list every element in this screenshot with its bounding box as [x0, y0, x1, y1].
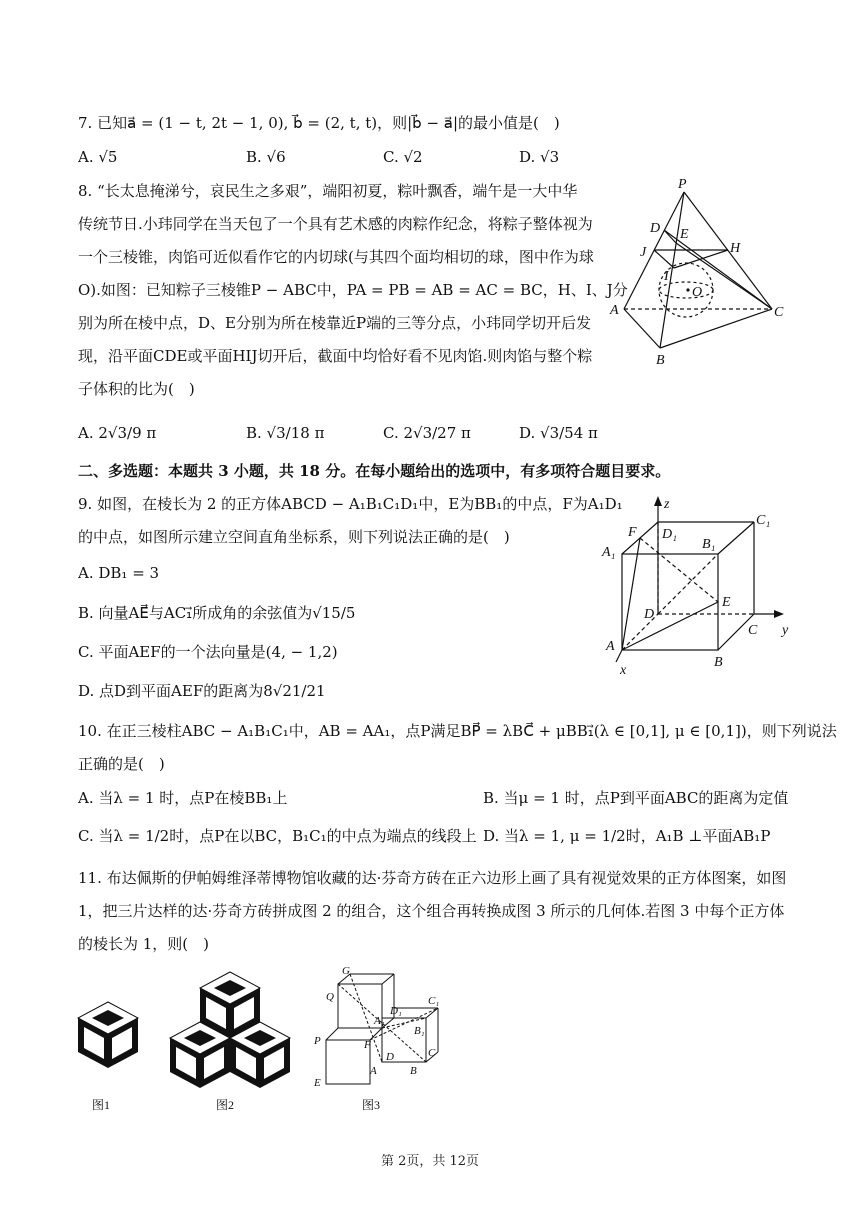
fig3-label-c: C — [428, 1047, 436, 1059]
pyramid-label-a: A — [610, 303, 619, 318]
cubes-figure-3 — [308, 964, 450, 1090]
cube-label-a: A — [606, 639, 615, 654]
q11-line: 的棱长为 1，则( ) — [78, 935, 210, 953]
q10-option-c: C. 当λ = 1/2时，点P在以BC，B₁C₁的中点为端点的线段上 — [78, 827, 477, 845]
caption-figure-2: 图2 — [216, 1098, 235, 1112]
section-title: 二、多选题：本题共 3 小题，共 18 分。在每小题给出的选项中，有多项符合题目要求。 — [78, 462, 671, 480]
q9-option-b: B. 向量AE⃗与AC₁⃗所成角的余弦值为√15/5 — [78, 604, 356, 622]
q10-option-d: D. 当λ = 1, μ = 1/2时，A₁B ⊥平面AB₁P — [483, 827, 771, 845]
q8-line: 现，沿平面CDE或平面HIJ切开后，截面中均恰好看不见肉馅.则肉馅与整个粽 — [78, 347, 593, 365]
cube-label-d: D — [644, 607, 655, 622]
cube-label-z: z — [664, 497, 670, 512]
pyramid-label-i: I — [664, 269, 669, 284]
pyramid-label-b: B — [656, 353, 665, 368]
pyramid-label-p: P — [678, 177, 687, 192]
pyramid-label-h: H — [730, 241, 741, 256]
cube-label-y: y — [782, 623, 789, 638]
fig3-label-a: A — [370, 1065, 377, 1077]
q8-line: 传统节日.小玮同学在当天包了一个具有艺术感的肉粽作纪念，将粽子整体视为 — [78, 215, 593, 233]
q10-line: 10. 在正三棱柱ABC − A₁B₁C₁中，AB = AA₁，点P满足BP⃗ = λBC⃗ + μBB₁⃗(λ ∈ [0,1], μ ∈ [0,1])，则下列说法 — [78, 722, 837, 740]
fig3-label-e: E — [314, 1077, 321, 1089]
cube-label-e: E — [722, 595, 731, 610]
q7-option-b: B. √6 — [246, 148, 286, 166]
cube-label-x: x — [620, 663, 627, 678]
fig3-label-c1: C₁ — [428, 995, 440, 1007]
fig3-label-d: D — [386, 1051, 394, 1063]
tile-figure-2 — [166, 970, 296, 1092]
fig3-label-q: Q — [326, 991, 334, 1003]
tile-figure-1 — [76, 1000, 140, 1070]
q7-option-c: C. √2 — [383, 148, 423, 166]
q9-option-d: D. 点D到平面AEF的距离为8√21/21 — [78, 682, 326, 700]
cube-label-c1: C₁ — [756, 513, 771, 528]
page-footer: 第 2页，共 12页 — [380, 1154, 480, 1169]
q8-option-d: D. √3/54 π — [519, 424, 598, 442]
q9-option-a: A. DB₁ = 3 — [78, 564, 160, 582]
pyramid-label-d: D — [650, 221, 661, 236]
pyramid-label-e: E — [680, 227, 689, 242]
fig3-label-f: F — [364, 1039, 371, 1051]
caption-figure-3: 图3 — [362, 1098, 381, 1112]
q10-option-b: B. 当μ = 1 时，点P到平面ABC的距离为定值 — [483, 789, 789, 807]
pyramid-label-o: O — [692, 285, 703, 300]
fig3-label-a1: A₁ — [374, 1015, 385, 1027]
q7-option-a: A. √5 — [78, 148, 118, 166]
q7-stem: 7. 已知a⃗ = (1 − t, 2t − 1, 0), b⃗ = (2, t, t)，则|b⃗ − a⃗|的最小值是( ) — [78, 114, 560, 132]
q10-option-a: A. 当λ = 1 时，点P在棱BB₁上 — [78, 789, 288, 807]
q8-line: 子体积的比为( ) — [78, 380, 195, 398]
q9-line: 的中点，如图所示建立空间直角坐标系，则下列说法正确的是( ) — [78, 528, 510, 546]
fig3-label-d1: D₁ — [390, 1005, 402, 1017]
cube-label-d1: D₁ — [662, 527, 677, 542]
q11-line: 11. 布达佩斯的伊帕姆维泽蒂博物馆收藏的达·芬奇方砖在正六边形上画了具有视觉效果的正方体图案，如图 — [78, 869, 787, 887]
fig3-label-b1: B₁ — [414, 1025, 425, 1037]
fig3-label-p: P — [314, 1035, 321, 1047]
q8-option-b: B. √3/18 π — [246, 424, 325, 442]
q8-option-c: C. 2√3/27 π — [383, 424, 471, 442]
cube-label-b1: B₁ — [702, 537, 716, 552]
cube-label-c: C — [748, 623, 758, 638]
q11-line: 1，把三片达样的达·芬奇方砖拼成图 2 的组合，这个组合再转换成图 3 所示的几何体.若图 3 中每个正方体 — [78, 902, 785, 920]
cube-label-f: F — [628, 525, 637, 540]
q8-option-a: A. 2√3/9 π — [78, 424, 157, 442]
pyramid-figure — [608, 172, 790, 368]
q9-option-c: C. 平面AEF的一个法向量是(4, − 1,2) — [78, 643, 338, 661]
q10-line: 正确的是( ) — [78, 755, 165, 773]
q8-line: 一个三棱锥，肉馅可近似看作它的内切球(与其四个面均相切的球，图中作为球 — [78, 248, 594, 266]
q8-line: 别为所在棱中点，D、E分别为所在棱靠近P端的三等分点，小玮同学切开后发 — [78, 314, 592, 332]
cube-axes-figure — [598, 494, 794, 680]
fig3-label-b: B — [410, 1065, 417, 1077]
q9-line: 9. 如图，在棱长为 2 的正方体ABCD − A₁B₁C₁D₁中，E为BB₁的中点，F为A₁D₁ — [78, 495, 623, 513]
q8-line: 8. “长太息掩涕兮，哀民生之多艰”，端阳初夏，粽叶飘香，端午是一大中华 — [78, 182, 578, 200]
fig3-label-g: G — [342, 965, 350, 977]
cube-label-a1: A₁ — [602, 545, 616, 560]
pyramid-label-c: C — [774, 305, 784, 320]
caption-figure-1: 图1 — [92, 1098, 111, 1112]
q7-option-d: D. √3 — [519, 148, 560, 166]
pyramid-label-j: J — [640, 245, 647, 260]
q8-line: O).如图：已知粽子三棱锥P − ABC中，PA = PB = AB = AC = BC，H、I、J分 — [78, 281, 628, 299]
cube-label-b: B — [714, 655, 723, 670]
